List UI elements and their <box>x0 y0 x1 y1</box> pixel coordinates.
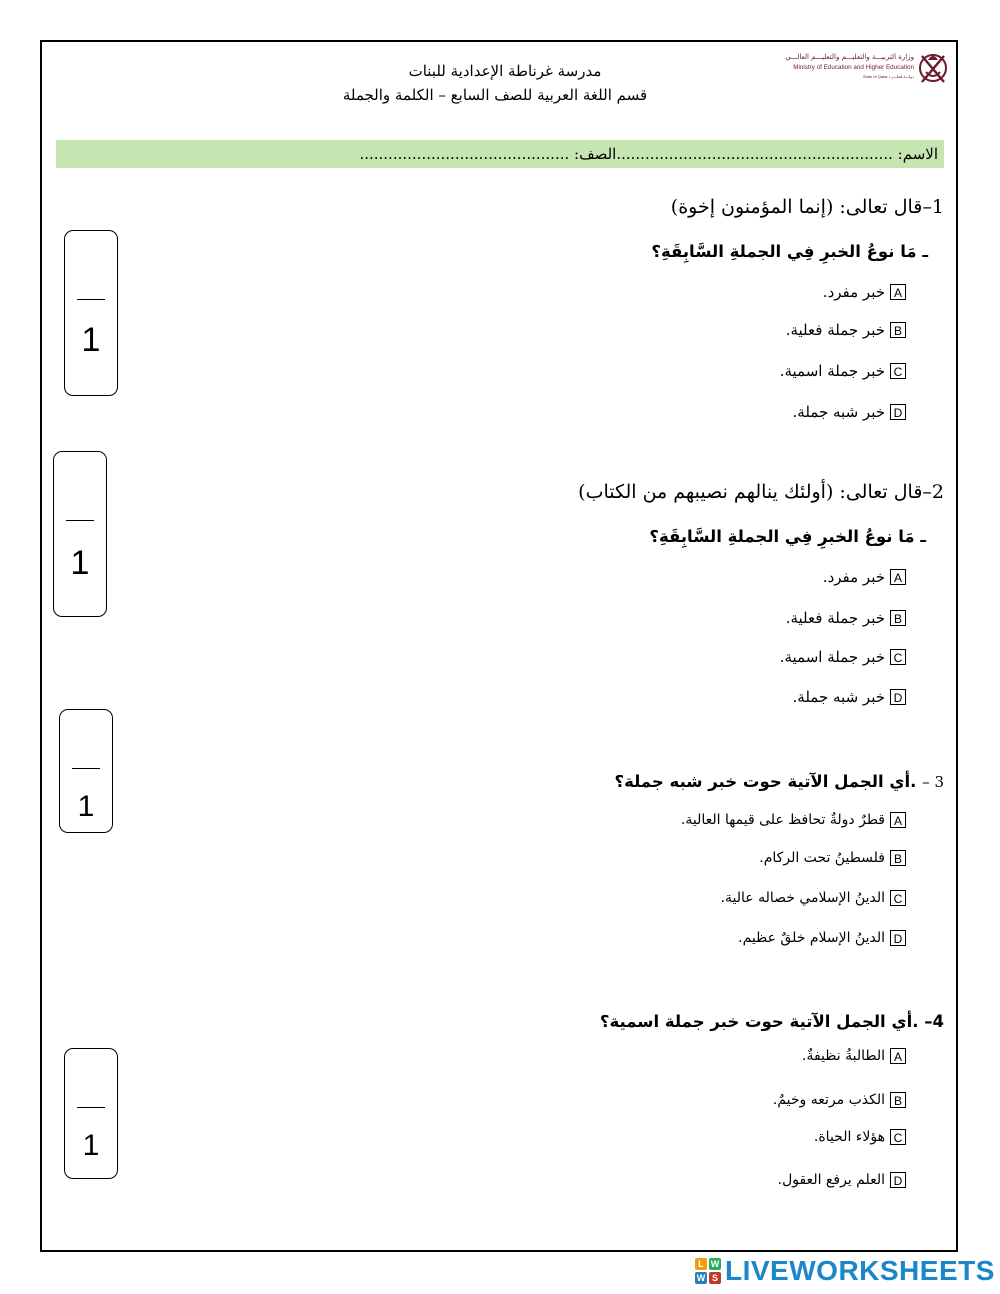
q2-score-box <box>53 451 107 617</box>
score-value: 1 <box>77 790 95 823</box>
mark-tile: S <box>709 1272 721 1284</box>
liveworksheets-brand[interactable] <box>695 1256 995 1286</box>
department-title: قسم اللغة العربية للصف السابع – الكلمة والجملة <box>342 86 648 104</box>
question-number: 3 – <box>922 773 944 791</box>
mark-tile: W <box>696 1273 706 1283</box>
q2-option-d[interactable] <box>793 688 906 706</box>
q3-option-b[interactable] <box>759 850 906 866</box>
q2-option-b[interactable] <box>786 609 906 627</box>
q2-option-a[interactable] <box>823 568 906 586</box>
name-class-bar[interactable] <box>56 140 944 168</box>
option-text: هؤلاء الحياة. <box>813 1129 885 1145</box>
option-letter-box: C <box>890 649 906 665</box>
q4-option-c[interactable] <box>814 1129 906 1145</box>
option-letter-box: C <box>890 890 906 906</box>
score-value: 1 <box>82 1129 100 1162</box>
option-text: الكذب مرتعه وخيمٌ. <box>772 1092 885 1108</box>
question-1-title: 1–قال تعالى: (إنما المؤمنون إخوة) <box>670 196 944 218</box>
option-text: قطرٌ دولةٌ تحافظ على قيمها العالية. <box>680 812 885 828</box>
option-letter-box: D <box>890 404 906 420</box>
emblem-icon <box>916 48 950 88</box>
question-2-title: 2–قال تعالى: (أولئك ينالهم نصيبهم من الكتاب) <box>578 481 944 503</box>
q1-option-d[interactable] <box>793 403 906 421</box>
mark-tile: L <box>695 1258 707 1270</box>
liveworksheets-icon <box>695 1258 721 1284</box>
option-letter-box: D <box>890 1172 906 1188</box>
state-label: State of Qatar • دولـــة قطـــر <box>862 74 914 79</box>
question-1-prompt: ـ مَا نوعُ الخبرِ فِي الجملةِ السَّابِقَةِ؟ <box>651 242 928 261</box>
score-line <box>77 299 105 300</box>
q1-option-b[interactable] <box>786 321 906 339</box>
question-text: .أي الجمل الآتية حوت خبر جملة اسمية؟ <box>599 1012 919 1031</box>
option-text: فلسطينُ تحت الركام. <box>759 850 885 866</box>
q3-option-d[interactable] <box>738 930 906 946</box>
q2-option-c[interactable] <box>780 648 906 666</box>
option-letter-box: C <box>890 363 906 379</box>
question-4-prompt <box>600 1012 944 1031</box>
option-letter-box: D <box>890 930 906 946</box>
q4-score-box <box>64 1048 118 1179</box>
worksheet-frame <box>40 40 958 1252</box>
option-text: خبر جملة اسمية. <box>779 362 885 380</box>
ministry-name-en: Ministry of Education and Higher Education <box>793 64 914 71</box>
option-text: خبر جملة اسمية. <box>779 648 885 666</box>
brand-wordmark: LIVEWORKSHEETS <box>725 1255 995 1286</box>
option-letter-box: C <box>890 1129 906 1145</box>
q1-option-a[interactable] <box>823 283 906 301</box>
option-letter-box: D <box>890 689 906 705</box>
question-3-prompt <box>615 772 944 791</box>
option-text: الدينُ الإسلامي خصاله عالية. <box>720 890 885 906</box>
ministry-name-ar: وزارة التربيـــة والتعليـــم والتعليـــم العالـــي <box>785 53 914 61</box>
q3-score-box <box>59 709 113 833</box>
option-text: خبر مفرد. <box>822 283 885 301</box>
q4-option-d[interactable] <box>778 1172 906 1188</box>
option-text: الدينُ الإسلام خلقٌ عظيم. <box>738 930 885 946</box>
score-line <box>66 520 94 521</box>
q4-option-a[interactable] <box>802 1048 906 1064</box>
q1-score-box <box>64 230 118 396</box>
option-letter-box: A <box>890 812 906 828</box>
option-text: خبر شبه جملة. <box>792 403 885 421</box>
score-line <box>72 768 100 769</box>
mark-tile: W <box>710 1259 720 1269</box>
option-letter-box: A <box>890 1048 906 1064</box>
school-name: مدرسة غرناطة الإعدادية للبنات <box>408 62 602 80</box>
option-letter-box: B <box>890 1092 906 1108</box>
q3-option-c[interactable] <box>721 890 906 906</box>
option-text: خبر جملة فعلية. <box>785 321 885 339</box>
option-letter-box: B <box>890 610 906 626</box>
option-text: الطالبةُ نظيفةٌ. <box>802 1048 885 1064</box>
score-line <box>77 1107 105 1108</box>
option-letter-box: A <box>890 569 906 585</box>
q1-option-c[interactable] <box>780 362 906 380</box>
question-number: 4– <box>924 1012 944 1031</box>
option-letter-box: B <box>890 850 906 866</box>
q3-option-a[interactable] <box>681 812 906 828</box>
ministry-logo <box>785 48 950 92</box>
option-text: خبر شبه جملة. <box>792 688 885 706</box>
option-text: العلم يرفع العقول. <box>777 1172 885 1188</box>
score-value: 1 <box>81 321 101 359</box>
question-text: .أي الجمل الآتية حوت خبر شبه جملة؟ <box>614 772 917 791</box>
option-letter-box: B <box>890 322 906 338</box>
question-2-prompt: ـ مَا نوعُ الخبرِ فِي الجملةِ السَّابِقَةِ؟ <box>649 527 926 546</box>
score-value: 1 <box>70 544 90 582</box>
option-letter-box: A <box>890 284 906 300</box>
name-class-text: الاسم: ..........................................................الصف: ............................................ <box>359 145 938 163</box>
option-text: خبر مفرد. <box>822 568 885 586</box>
q4-option-b[interactable] <box>773 1092 906 1108</box>
option-text: خبر جملة فعلية. <box>785 609 885 627</box>
